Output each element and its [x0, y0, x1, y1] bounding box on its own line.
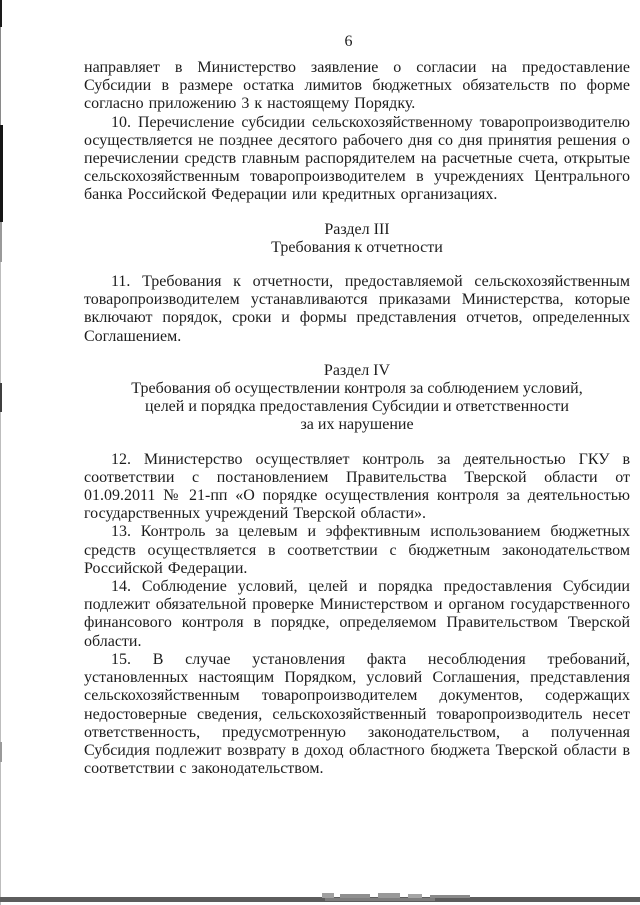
- paragraph-item-11: 11. Требования к отчетности, предоставляемой сельскохозяйственным товаропроизводителем устанавливаются приказами Министерства, которые включают порядок, сроки и формы представления отчетов, определенных Соглашением.: [84, 273, 630, 345]
- left-scan-edge-artifact: [0, 742, 2, 762]
- left-scan-edge-artifact: [0, 27, 1, 125]
- paragraph-item-13: 13. Контроль за целевым и эффективным использованием бюджетных средств осуществляется в соответствии с бюджетным законодательством Российской Федерации.: [84, 523, 630, 577]
- section-heading-3: [84, 221, 630, 257]
- document-body: [84, 59, 630, 778]
- bottom-scan-mark: [322, 893, 334, 898]
- left-scan-edge-artifact: [0, 0, 2, 27]
- section-4-subtitle-line-2: целей и порядка предоставления Субсидии и ответственности: [145, 398, 569, 416]
- bottom-scan-mark: [340, 894, 370, 898]
- bottom-scan-mark: [408, 894, 422, 898]
- bottom-page-edge-artifact: [325, 898, 435, 901]
- paragraph-item-14: 14. Соблюдение условий, целей и порядка предоставления Субсидии подлежит обязательной проверке Министерством и органом государственного финансового контроля в порядке, определяемом Правительством Тверской области.: [84, 578, 630, 650]
- left-scan-edge-artifact: [0, 125, 3, 222]
- section-4-title: Раздел IV: [323, 361, 391, 379]
- paragraph-item-15: 15. В случае установления факта несоблюдения требований, установленных настоящим Порядком, условий Соглашения, представления сельскохозяйственным товаропроизводителем документов, содержащих недостоверные сведения, сельскохозяйственный товаропроизводитель несет ответственность, предусмотренную законодательством, а полученная Субсидия подлежит возврату в доход областного бюджета Тверской области в соответствии с законодательством.: [84, 650, 630, 778]
- left-scan-edge-artifact: [0, 222, 2, 262]
- bottom-page-edge-artifact: [0, 897, 640, 902]
- paragraph-item-10: 10. Перечисление субсидии сельскохозяйственному товаропроизводителю осуществляется не позднее десятого рабочего дня со дня принятия решения о перечислении средств главным распорядителем на расчетные счета, открытые сельскохозяйственным товаропроизводителем в учреждениях Центрального банка Российской Федерации или кредитных организациях.: [84, 113, 630, 204]
- bottom-scan-mark: [378, 893, 400, 898]
- section-4-subtitle-line-1: Требования об осуществлении контроля за соблюдением условий,: [131, 380, 583, 398]
- section-3-subtitle: Требования к отчетности: [271, 238, 443, 256]
- left-scan-edge-artifact: [0, 262, 1, 905]
- paragraph-continuation: направляет в Министерство заявление о согласии на предоставление Субсидии в размере остатка лимитов бюджетных обязательств по форме согласно приложению 3 к настоящему Порядку.: [84, 59, 630, 113]
- section-3-title: Раздел III: [324, 220, 390, 238]
- bottom-scan-mark: [430, 895, 470, 898]
- left-scan-edge-artifact: [0, 383, 2, 412]
- section-heading-4: [84, 362, 630, 435]
- paragraph-item-12: 12. Министерство осуществляет контроль за деятельностью ГКУ в соответствии с постановлением Правительства Тверской области от 01.09.2011 № 21-пп «О порядке осуществления контроля за деятельностью государственных учреждений Тверской области».: [84, 450, 630, 523]
- page-number: 6: [344, 33, 354, 50]
- section-4-subtitle-line-3: за их нарушение: [300, 416, 414, 434]
